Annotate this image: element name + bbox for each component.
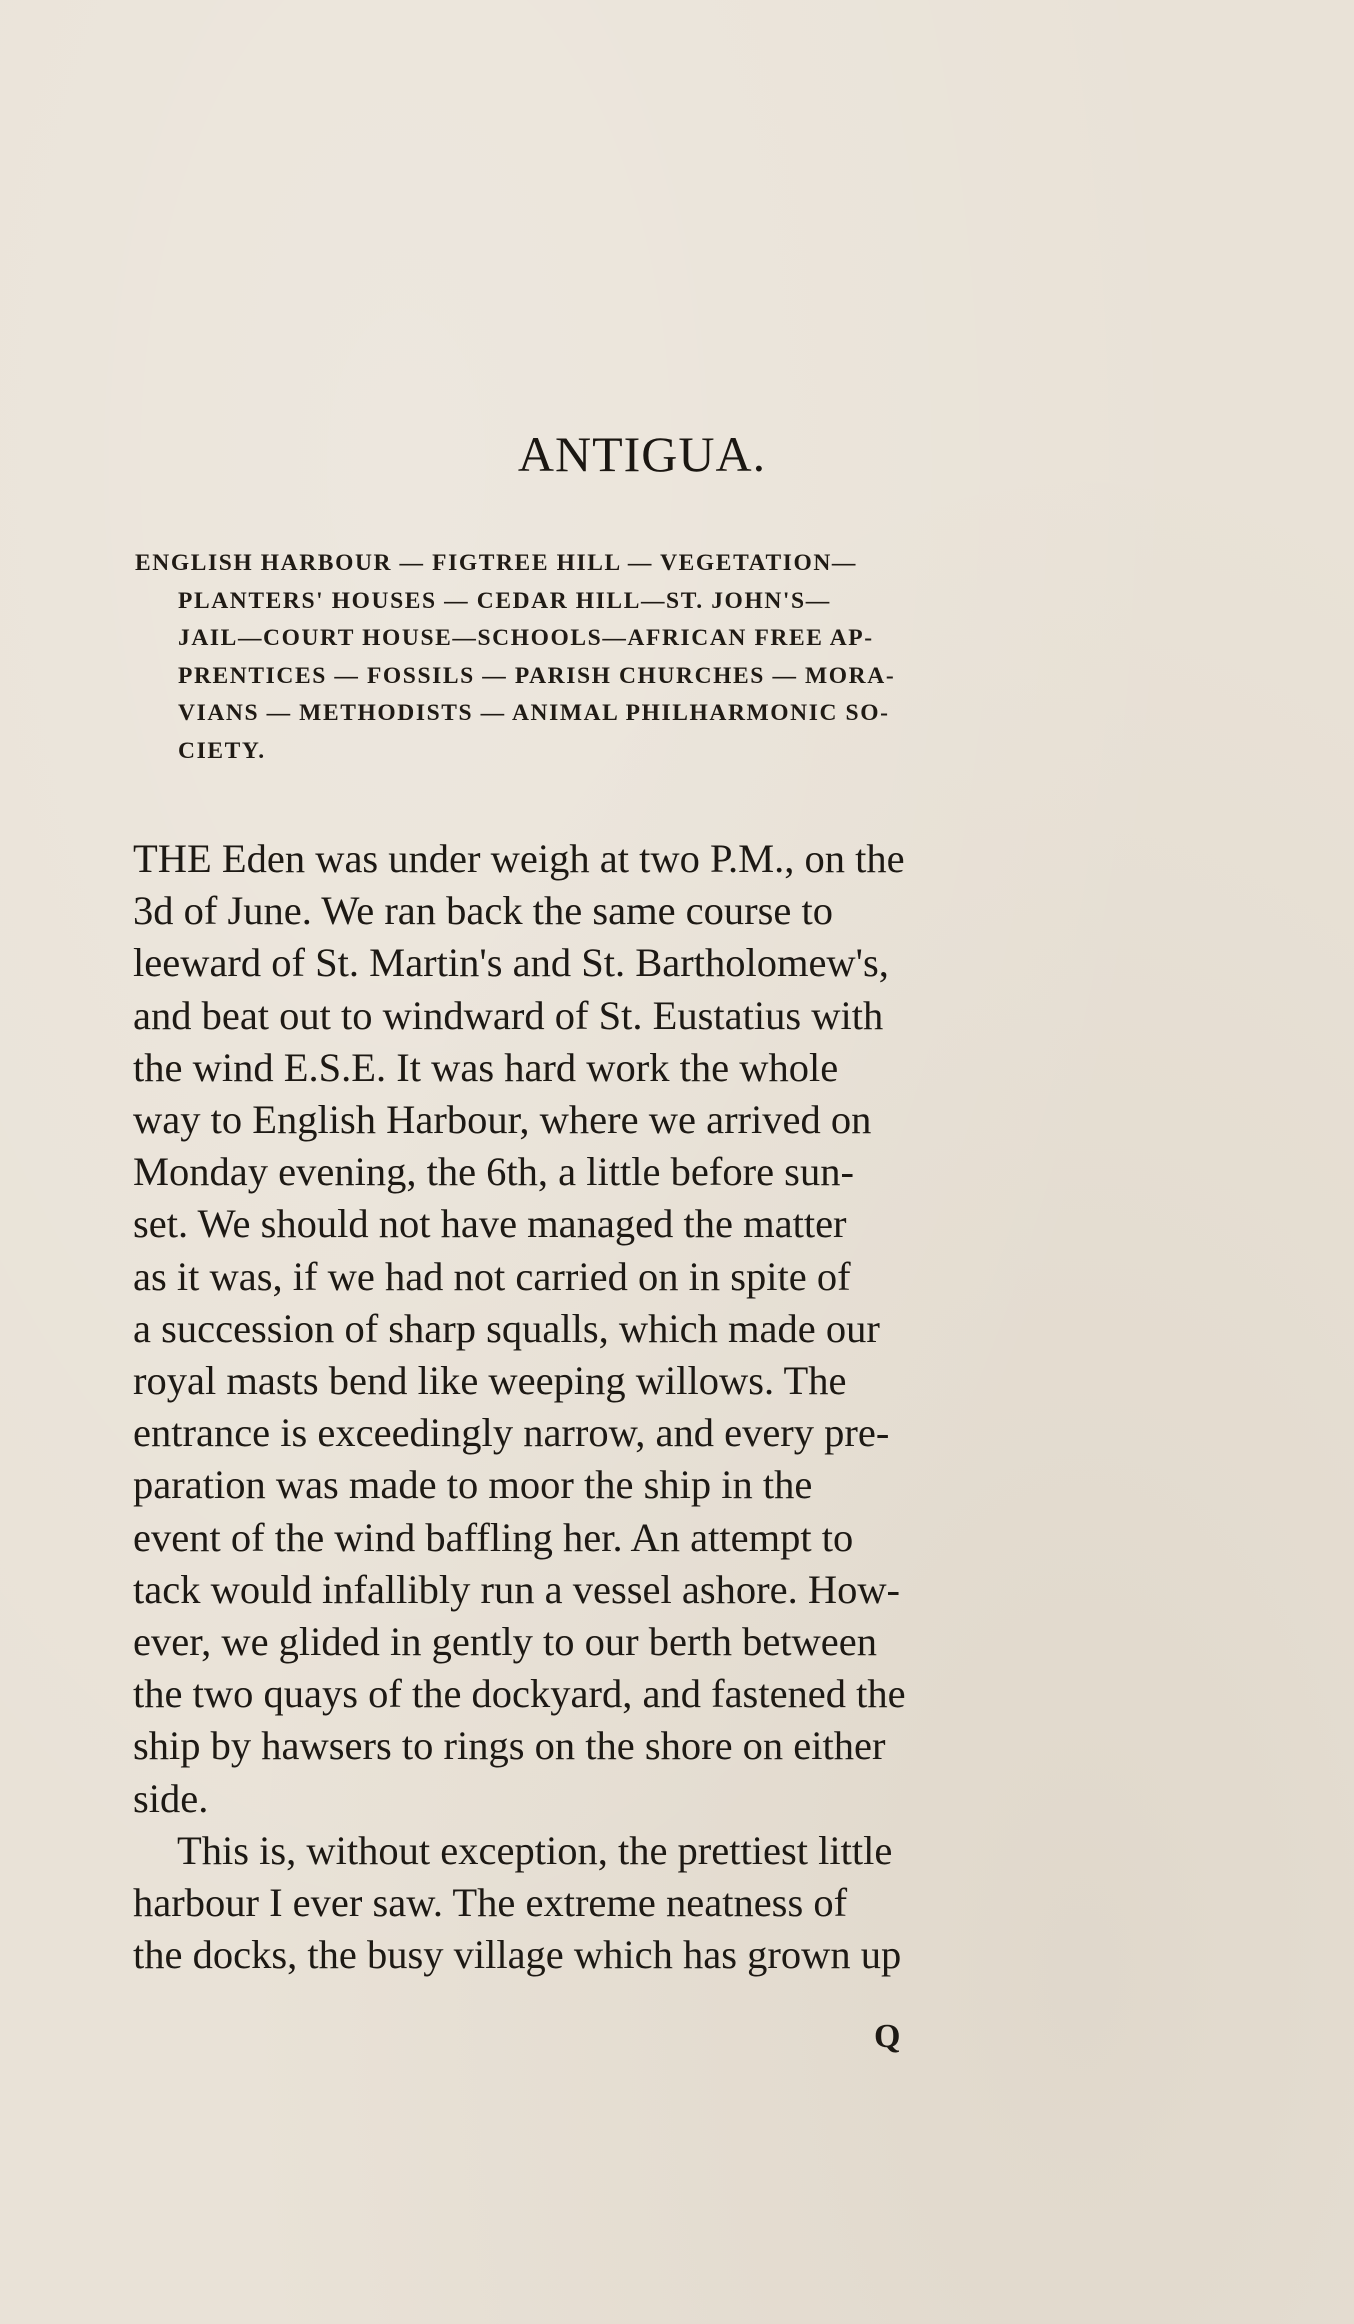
body-line: Monday evening, the 6th, a little before sun-	[133, 1149, 854, 1195]
body-line: ship by hawsers to rings on the shore on either	[133, 1723, 886, 1769]
summary-line: VIANS — METHODISTS — ANIMAL PHILHARMONIC SO-	[178, 700, 890, 726]
body-line: a succession of sharp squalls, which made our	[133, 1305, 880, 1351]
signature-mark: Q	[874, 2018, 901, 2055]
chapter-summary	[135, 545, 1165, 770]
chapter-title: ANTIGUA.	[517, 426, 767, 482]
body-text	[133, 833, 1163, 1981]
body-line: harbour I ever saw. The extreme neatness of	[133, 1880, 848, 1926]
body-line: as it was, if we had not carried on in spite of	[133, 1253, 851, 1299]
body-line: side.	[133, 1775, 209, 1821]
summary-line: ENGLISH HARBOUR — FIGTREE HILL — VEGETATION—	[135, 550, 858, 576]
summary-line: PRENTICES — FOSSILS — PARISH CHURCHES — MORA-	[178, 662, 896, 689]
body-line: leeward of St. Martin's and St. Bartholomew's,	[133, 940, 889, 986]
body-line: royal masts bend like weeping willows. The	[133, 1358, 847, 1404]
body-line: THE Eden was under weigh at two P.M., on the	[133, 836, 905, 881]
body-line: event of the wind baffling her. An attempt to	[133, 1514, 854, 1560]
body-line: set. We should not have managed the matter	[133, 1201, 847, 1247]
body-line: and beat out to windward of St. Eustatius with	[133, 992, 884, 1038]
body-line: ever, we glided in gently to our berth between	[133, 1619, 878, 1665]
body-line: 3d of June. We ran back the same course to	[133, 888, 834, 934]
body-line: entrance is exceedingly narrow, and every pre-	[133, 1410, 890, 1456]
summary-line: JAIL—COURT HOUSE—SCHOOLS—AFRICAN FREE AP-	[178, 625, 874, 651]
summary-line: PLANTERS' HOUSES — CEDAR HILL—ST. JOHN'S—	[178, 587, 831, 614]
body-line: the docks, the busy village which has grown up	[133, 1932, 902, 1978]
body-line: This is, without exception, the prettiest little	[177, 1827, 893, 1873]
body-line: the wind E.S.E. It was hard work the whole	[133, 1044, 839, 1090]
body-line: the two quays of the dockyard, and fastened the	[133, 1671, 906, 1717]
summary-line: CIETY.	[178, 737, 266, 764]
body-line: tack would infallibly run a vessel ashore. How-	[133, 1566, 901, 1612]
body-line: paration was made to moor the ship in the	[133, 1462, 813, 1508]
body-line: way to English Harbour, where we arrived on	[133, 1097, 872, 1143]
